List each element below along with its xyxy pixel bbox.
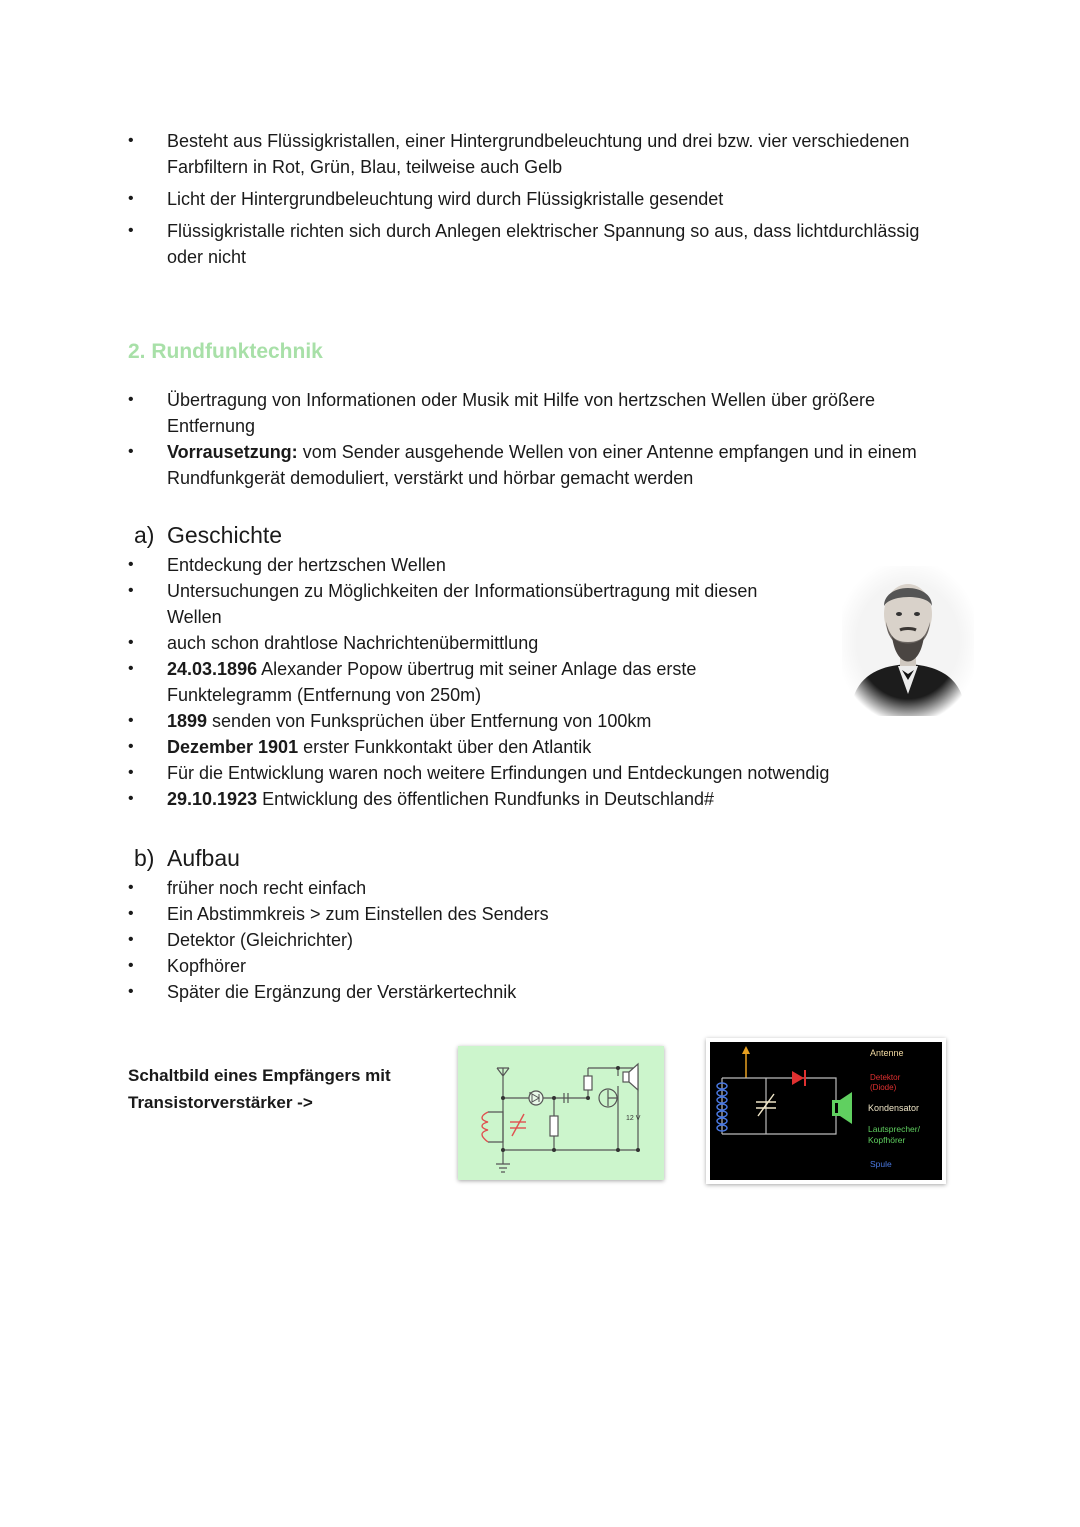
list-item: • Ein Abstimmkreis > zum Einstellen des Senders [128, 901, 828, 927]
subheading-letter: b) [134, 845, 155, 871]
label-kondensator: Kondensator [868, 1103, 920, 1113]
list-item: • Übertragung von Informationen oder Musik mit Hilfe von hertzschen Wellen über größere Entfernung [128, 387, 938, 439]
list-item [128, 439, 938, 491]
list-item: • früher noch recht einfach [128, 875, 828, 901]
list-item: • 29.10.1923 Entwicklung des öffentlichen Rundfunks in Deutschland# [128, 786, 858, 812]
caption-line: Schaltbild eines Empfängers mit [128, 1066, 391, 1085]
circuit-diagram-transistor [458, 1046, 664, 1180]
list-item: • Kopfhörer [128, 953, 828, 979]
list-item: • Dezember 1901 erster Funkkontakt über den Atlantik [128, 734, 858, 760]
section-heading-rundfunktechnik: 2. Rundfunktechnik [128, 340, 323, 363]
geschichte-list [128, 552, 858, 812]
list-item: • 1899 senden von Funksprüchen über Entfernung von 100km [128, 708, 858, 734]
label-antenne: Antenne [870, 1048, 904, 1058]
portrait-image [842, 566, 974, 716]
lcd-bullet-list [128, 128, 928, 270]
subheading-aufbau [134, 843, 240, 873]
list-item: • Flüssigkristalle richten sich durch Anlegen elektrischer Spannung so aus, dass lichtdurchlässig oder nicht [128, 218, 928, 270]
circuit-diagram-detector [706, 1038, 946, 1184]
list-item: • Besteht aus Flüssigkristallen, einer Hintergrundbeleuchtung und drei bzw. vier verschiedenen Farbfiltern in Rot, Grün, Blau, teilweise auch Gelb [128, 128, 928, 180]
rundfunk-intro-list [128, 387, 938, 491]
voltage-label: 12 V [626, 1115, 641, 1122]
label-spule: Spule [870, 1159, 892, 1169]
label-lautsprecher: Lautsprecher/ [868, 1124, 920, 1134]
list-item: • 24.03.1896 Alexander Popow übertrug mit seiner Anlage das erste Funktelegramm (Entfernung von 250m) [128, 656, 727, 708]
list-item: • auch schon drahtlose Nachrichtenübermittlung [128, 630, 858, 656]
subheading-title: Geschichte [167, 522, 283, 548]
list-item: • Detektor (Gleichrichter) [128, 927, 828, 953]
list-item: • Für die Entwicklung waren noch weitere Erfindungen und Entdeckungen notwendig [128, 760, 858, 786]
list-item: • Licht der Hintergrundbeleuchtung wird durch Flüssigkristalle gesendet [128, 186, 928, 212]
label-kopfhoerer: Kopfhörer [868, 1135, 906, 1145]
list-item: • Untersuchungen zu Möglichkeiten der Informationsübertragung mit diesen Wellen [128, 578, 797, 630]
label-diode: (Diode) [870, 1083, 897, 1092]
schaltbild-caption [128, 1062, 391, 1116]
list-item-text: vom Sender ausgehende Wellen von einer Antenne empfangen und in einem Rundfunkgerät demoduliert, verstärkt und hörbar gemacht werden [167, 442, 917, 488]
caption-line: Transistorverstärker -> [128, 1093, 313, 1112]
aufbau-list [128, 875, 828, 1005]
list-item: • Entdeckung der hertzschen Wellen [128, 552, 858, 578]
label-detektor: Detektor [870, 1073, 901, 1082]
subheading-letter: a) [134, 522, 155, 548]
subheading-geschichte [134, 520, 282, 550]
bold-term: Vorrausetzung: [167, 442, 298, 462]
list-item: • Später die Ergänzung der Verstärkertechnik [128, 979, 828, 1005]
subheading-title: Aufbau [167, 845, 240, 871]
